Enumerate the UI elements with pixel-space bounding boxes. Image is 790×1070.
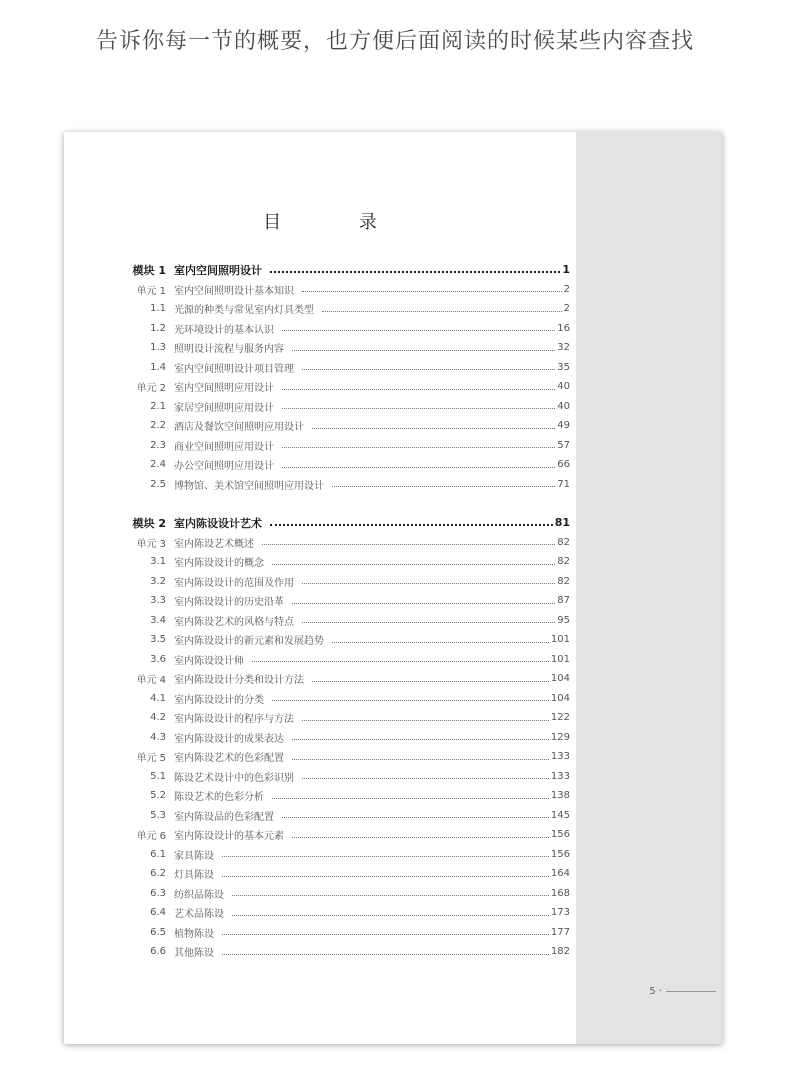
toc-entry-body [174, 886, 570, 901]
toc-entry-page: 133 [550, 770, 570, 782]
toc-dot-leader [302, 582, 555, 584]
toc-entry-title: 室内陈设设计的基本元素 [174, 831, 284, 843]
toc-entry-number: 5.1 [150, 770, 166, 782]
toc-entry-number: 3.2 [150, 575, 166, 587]
toc-entry-page: 82 [557, 536, 570, 548]
toc-entry-number: 单元 2 [136, 383, 166, 395]
toc-entry-number: 模块 2 [132, 516, 166, 530]
toc-entry-body [174, 321, 570, 336]
toc-entry-body [174, 925, 570, 940]
toc-entry-page: 82 [557, 556, 570, 568]
toc-entry-body [174, 691, 570, 706]
toc-entry-body [174, 866, 570, 881]
toc-title: 目 录 [263, 212, 413, 233]
toc-entry-page: 1 [562, 263, 570, 277]
toc-entry-page: 173 [550, 907, 570, 919]
toc-entry-body [174, 769, 570, 784]
toc-dot-leader [282, 329, 555, 331]
footer-rule [666, 991, 716, 992]
toc-entry-page: 177 [550, 926, 570, 938]
toc-item-entry[interactable] [64, 942, 576, 962]
toc-dot-leader [302, 719, 549, 721]
toc-entry-page: 2 [563, 303, 570, 315]
toc-unit-entry[interactable] [64, 280, 576, 300]
toc-entry-number: 3.6 [150, 653, 166, 665]
toc-entry-body [174, 847, 570, 862]
toc-item-entry[interactable] [64, 591, 576, 611]
toc-entry-number: 6.5 [150, 926, 166, 938]
toc-dot-leader [272, 797, 549, 799]
toc-entry-page: 133 [550, 751, 570, 763]
toc-item-entry[interactable] [64, 884, 576, 904]
toc-entry-title: 室内陈设艺术的风格与特点 [174, 616, 294, 628]
toc-unit-entry[interactable] [64, 377, 576, 397]
toc-dot-leader [312, 680, 549, 682]
toc-entry-number: 单元 6 [136, 831, 166, 843]
toc-entry-title: 陈设艺术的色彩分析 [174, 792, 264, 804]
toc-entry-body [174, 438, 570, 453]
toc-entry-page: 164 [550, 868, 570, 880]
toc-item-entry[interactable] [64, 475, 576, 495]
toc-entry-body [174, 574, 570, 589]
toc-dot-leader [292, 602, 555, 604]
toc-entry-title: 家居空间照明应用设计 [174, 402, 274, 414]
toc-entry-title: 植物陈设 [174, 928, 214, 940]
toc-entry-title: 光环境设计的基本认识 [174, 324, 274, 336]
toc-dot-leader [232, 914, 549, 916]
toc-entry-page: 40 [557, 381, 570, 393]
toc-entry-number: 5.2 [150, 790, 166, 802]
toc-entry-number: 3.5 [150, 634, 166, 646]
toc-entry-page: 182 [550, 946, 570, 958]
toc-entry-page: 104 [550, 673, 570, 685]
toc-item-entry[interactable] [64, 728, 576, 748]
toc-entry-number: 2.4 [150, 459, 166, 471]
toc-dot-leader [272, 563, 555, 565]
toc-item-entry[interactable] [64, 903, 576, 923]
toc-entry-body [174, 827, 570, 842]
toc-entry-title: 灯具陈设 [174, 870, 214, 882]
toc-entry-page: 122 [550, 712, 570, 724]
toc-entry-number: 4.2 [150, 712, 166, 724]
toc-entry-number: 6.1 [150, 848, 166, 860]
toc-dot-leader [282, 407, 555, 409]
page-number: 5 · [649, 986, 662, 997]
toc-entry-title: 纺织品陈设 [174, 889, 224, 901]
toc-entry-title: 室内陈设设计的概念 [174, 558, 264, 570]
page-caption: 告诉你每一节的概要，也方便后面阅读的时候某些内容查找 [95, 29, 694, 54]
toc-entry-page: 156 [550, 848, 570, 860]
toc-entry-title: 室内陈设设计分类和设计方法 [174, 675, 304, 687]
toc-entry-title: 室内陈设品的色彩配置 [174, 811, 274, 823]
toc-entry-page: 156 [550, 829, 570, 841]
page-footer [649, 986, 716, 997]
toc-entry-number: 1.1 [150, 303, 166, 315]
toc-dot-leader [332, 641, 549, 643]
toc-item-entry[interactable] [64, 923, 576, 943]
toc-entry-number: 3.4 [150, 614, 166, 626]
toc-dot-leader [272, 699, 549, 701]
toc-dot-leader [222, 933, 549, 935]
toc-entry-page: 49 [557, 420, 570, 432]
toc-entry-title: 室内陈设设计的历史沿革 [174, 597, 284, 609]
toc-item-entry[interactable] [64, 455, 576, 475]
toc-entry-body [174, 515, 570, 531]
toc-entry-title: 室内空间照明应用设计 [174, 383, 274, 395]
toc-dot-leader [222, 855, 549, 857]
toc-entry-body [174, 360, 570, 375]
toc-entry-page: 101 [550, 653, 570, 665]
toc-dot-leader [282, 388, 555, 390]
toc-dot-leader [222, 875, 549, 877]
toc-unit-entry[interactable] [64, 747, 576, 767]
toc-entry-title: 室内陈设设计的范围及作用 [174, 577, 294, 589]
toc-item-entry[interactable] [64, 397, 576, 417]
toc-entry-number: 4.3 [150, 731, 166, 743]
toc-entry-title: 办公空间照明应用设计 [174, 461, 274, 473]
toc-entry-page: 101 [550, 634, 570, 646]
toc-item-entry[interactable] [64, 650, 576, 670]
toc-dot-leader [302, 368, 555, 370]
toc-entry-title: 室内陈设设计的程序与方法 [174, 714, 294, 726]
toc-dot-leader [270, 270, 560, 273]
toc-entry-title: 室内陈设艺术概述 [174, 538, 254, 550]
toc-entry-title: 其他陈设 [174, 948, 214, 960]
toc-item-entry[interactable] [64, 299, 576, 319]
toc-entry-body [174, 282, 570, 297]
toc-entry-number: 2.5 [150, 478, 166, 490]
toc-entry-number: 单元 3 [136, 538, 166, 550]
toc-entry-body [174, 379, 570, 394]
toc-entry-body [174, 710, 570, 725]
toc-entry-number: 单元 4 [136, 675, 166, 687]
toc-entry-title: 艺术品陈设 [174, 909, 224, 921]
toc-dot-leader [302, 777, 549, 779]
toc-entry-body [174, 808, 570, 823]
toc-entry-body [174, 477, 570, 492]
toc-entry-body [174, 399, 570, 414]
toc-entry-title: 光源的种类与常见室内灯具类型 [174, 305, 314, 317]
toc-entry-body [174, 671, 570, 686]
toc-entry-page: 35 [557, 361, 570, 373]
toc-entry-page: 2 [563, 283, 570, 295]
toc-entry-body [174, 944, 570, 959]
toc-entry-body [174, 457, 570, 472]
toc-dot-leader [270, 523, 553, 526]
toc-item-entry[interactable] [64, 611, 576, 631]
toc-entry-body [174, 301, 570, 316]
toc-unit-entry[interactable] [64, 669, 576, 689]
toc-entry-title: 室内空间照明设计 [174, 263, 262, 277]
toc-dot-leader [292, 758, 549, 760]
toc-entry-page: 95 [557, 614, 570, 626]
book-page [64, 132, 722, 1044]
toc-entry-page: 66 [557, 459, 570, 471]
toc-entry-title: 家具陈设 [174, 850, 214, 862]
toc-entry-page: 138 [550, 790, 570, 802]
toc-entry-body [174, 418, 570, 433]
toc-entry-page: 32 [557, 342, 570, 354]
toc-item-entry[interactable] [64, 708, 576, 728]
toc-entry-page: 129 [550, 731, 570, 743]
toc-entry-number: 2.3 [150, 439, 166, 451]
toc-item-entry[interactable] [64, 552, 576, 572]
toc-entry-page: 104 [550, 692, 570, 704]
toc-entry-title: 照明设计流程与服务内容 [174, 344, 284, 356]
toc-entry-body [174, 535, 570, 550]
toc-item-entry[interactable] [64, 358, 576, 378]
toc-dot-leader [302, 290, 562, 292]
toc-entry-body [174, 593, 570, 608]
toc-dot-leader [262, 543, 555, 545]
toc-entry-body [174, 262, 570, 278]
toc-entry-body [174, 905, 570, 920]
toc-dot-leader [292, 349, 555, 351]
toc-entry-title: 酒店及餐饮空间照明应用设计 [174, 422, 304, 434]
toc-item-entry[interactable] [64, 845, 576, 865]
toc-entry-body [174, 632, 570, 647]
toc-entry-body [174, 749, 570, 764]
toc-entry-title: 博物馆、美术馆空间照明应用设计 [174, 480, 324, 492]
toc-entry-number: 3.3 [150, 595, 166, 607]
toc-entry-page: 81 [554, 516, 570, 530]
toc-dot-leader [332, 485, 555, 487]
toc-item-entry[interactable] [64, 319, 576, 339]
toc-entry-number: 1.3 [150, 342, 166, 354]
toc-entry-page: 145 [550, 809, 570, 821]
toc-entry-body [174, 340, 570, 355]
toc-dot-leader [292, 738, 549, 740]
toc-item-entry[interactable] [64, 786, 576, 806]
toc-entry-page: 57 [557, 439, 570, 451]
toc-entry-page: 40 [557, 400, 570, 412]
toc-dot-leader [282, 466, 555, 468]
toc-entry-number: 2.2 [150, 420, 166, 432]
toc-entry-body [174, 730, 570, 745]
toc-entry-number: 1.4 [150, 361, 166, 373]
toc-entry-body [174, 554, 570, 569]
toc-dot-leader [222, 953, 549, 955]
toc-item-entry[interactable] [64, 767, 576, 787]
toc-entry-page: 168 [550, 887, 570, 899]
toc-item-entry[interactable] [64, 436, 576, 456]
toc-entry-number: 3.1 [150, 556, 166, 568]
toc-entry-number: 6.4 [150, 907, 166, 919]
toc-entry-number: 1.2 [150, 322, 166, 334]
toc-item-entry[interactable] [64, 416, 576, 436]
toc-entry-title: 室内陈设设计艺术 [174, 516, 262, 530]
toc-entry-number: 模块 1 [132, 263, 166, 277]
toc-module-entry[interactable] [64, 260, 576, 280]
toc-entry-number: 6.6 [150, 946, 166, 958]
toc-item-entry[interactable] [64, 864, 576, 884]
toc-entry-page: 87 [557, 595, 570, 607]
toc-dot-leader [302, 621, 555, 623]
toc-entry-body [174, 613, 570, 628]
toc-entry-title: 室内陈设设计师 [174, 655, 244, 667]
toc-entry-number: 单元 5 [136, 753, 166, 765]
toc-entry-title: 商业空间照明应用设计 [174, 441, 274, 453]
page-margin-band [576, 132, 722, 1044]
toc-entry-title: 室内陈设设计的成果表达 [174, 733, 284, 745]
toc-entry-title: 室内空间照明设计项目管理 [174, 363, 294, 375]
toc-entry-page: 71 [557, 478, 570, 490]
section-gap [64, 494, 576, 513]
toc-entry-title: 室内陈设设计的分类 [174, 694, 264, 706]
toc-item-entry[interactable] [64, 338, 576, 358]
toc-item-entry[interactable] [64, 689, 576, 709]
toc-entry-title: 室内空间照明设计基本知识 [174, 285, 294, 297]
toc-unit-entry[interactable] [64, 533, 576, 553]
toc-entry-number: 2.1 [150, 400, 166, 412]
toc-dot-leader [292, 836, 549, 838]
toc-item-entry[interactable] [64, 572, 576, 592]
toc-entry-title: 陈设艺术设计中的色彩识别 [174, 772, 294, 784]
toc-dot-leader [282, 816, 549, 818]
toc-list [64, 260, 576, 962]
toc-entry-number: 4.1 [150, 692, 166, 704]
toc-item-entry[interactable] [64, 630, 576, 650]
toc-dot-leader [252, 660, 549, 662]
toc-dot-leader [232, 894, 549, 896]
toc-dot-leader [312, 427, 555, 429]
toc-entry-title: 室内陈设艺术的色彩配置 [174, 753, 284, 765]
toc-entry-number: 单元 1 [136, 285, 166, 297]
toc-dot-leader [322, 310, 562, 312]
toc-entry-number: 6.2 [150, 868, 166, 880]
toc-entry-number: 6.3 [150, 887, 166, 899]
toc-entry-body [174, 788, 570, 803]
toc-entry-body [174, 652, 570, 667]
toc-dot-leader [282, 446, 555, 448]
toc-item-entry[interactable] [64, 806, 576, 826]
toc-module-entry[interactable] [64, 513, 576, 533]
toc-entry-number: 5.3 [150, 809, 166, 821]
toc-unit-entry[interactable] [64, 825, 576, 845]
toc-entry-title: 室内陈设设计的新元素和发展趋势 [174, 636, 324, 648]
toc-entry-page: 82 [557, 575, 570, 587]
toc-entry-page: 16 [557, 322, 570, 334]
